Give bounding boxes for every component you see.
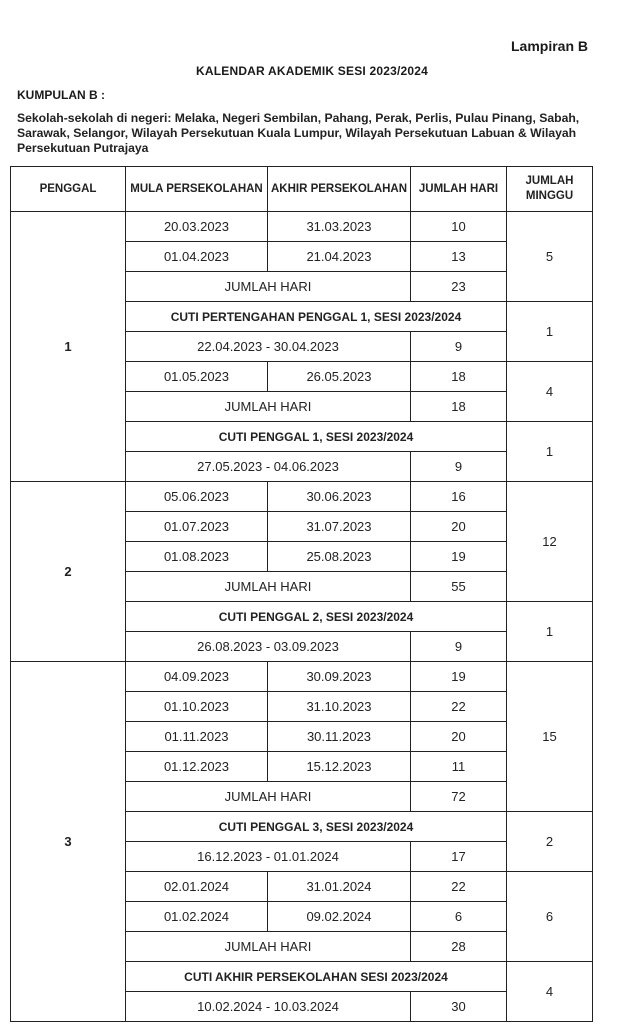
day-count: 10 xyxy=(411,212,507,242)
day-count: 16 xyxy=(411,482,507,512)
week-count: 6 xyxy=(507,872,593,962)
start-date: 05.06.2023 xyxy=(126,482,268,512)
start-date: 02.01.2024 xyxy=(126,872,268,902)
table-row xyxy=(11,482,593,512)
day-count: 30 xyxy=(411,992,507,1022)
week-count: 4 xyxy=(507,962,593,1022)
header-penggal: PENGGAL xyxy=(11,167,126,212)
term-number: 1 xyxy=(11,212,126,482)
end-date: 31.01.2024 xyxy=(268,872,411,902)
end-date: 15.12.2023 xyxy=(268,752,411,782)
start-date: 01.10.2023 xyxy=(126,692,268,722)
holiday-range: 16.12.2023 - 01.01.2024 xyxy=(126,842,411,872)
holiday-title: CUTI AKHIR PERSEKOLAHAN SESI 2023/2024 xyxy=(126,962,507,992)
week-count: 1 xyxy=(507,602,593,662)
states-description: Sekolah-sekolah di negeri: Melaka, Negeri Sembilan, Pahang, Perak, Perlis, Pulau Pinang, Sabah, Sarawak, Selangor, Wilayah Persekutuan Kuala Lumpur, Wilayah Persekutuan Labuan & Wilayah Persekutuan Putrajaya xyxy=(17,111,580,155)
holiday-range: 22.04.2023 - 30.04.2023 xyxy=(126,332,411,362)
week-count: 15 xyxy=(507,662,593,812)
week-count: 2 xyxy=(507,812,593,872)
start-date: 04.09.2023 xyxy=(126,662,268,692)
holiday-range: 27.05.2023 - 04.06.2023 xyxy=(126,452,411,482)
header-mula: MULA PERSEKOLAHAN xyxy=(126,167,268,212)
day-count: 13 xyxy=(411,242,507,272)
day-count: 9 xyxy=(411,452,507,482)
end-date: 09.02.2024 xyxy=(268,902,411,932)
holiday-range: 26.08.2023 - 03.09.2023 xyxy=(126,632,411,662)
end-date: 25.08.2023 xyxy=(268,542,411,572)
day-count: 11 xyxy=(411,752,507,782)
start-date: 01.11.2023 xyxy=(126,722,268,752)
total-days: 72 xyxy=(411,782,507,812)
header-jumlah-hari: JUMLAH HARI xyxy=(411,167,507,212)
start-date: 01.04.2023 xyxy=(126,242,268,272)
day-count: 9 xyxy=(411,332,507,362)
total-days: 23 xyxy=(411,272,507,302)
holiday-title: CUTI PENGGAL 2, SESI 2023/2024 xyxy=(126,602,507,632)
total-label: JUMLAH HARI xyxy=(126,782,411,812)
week-count: 12 xyxy=(507,482,593,602)
total-label: JUMLAH HARI xyxy=(126,932,411,962)
group-label: KUMPULAN B : xyxy=(17,88,105,102)
week-count: 1 xyxy=(507,422,593,482)
start-date: 01.05.2023 xyxy=(126,362,268,392)
total-days: 28 xyxy=(411,932,507,962)
term-number: 2 xyxy=(11,482,126,662)
header-akhir: AKHIR PERSEKOLAHAN xyxy=(268,167,411,212)
holiday-title: CUTI PERTENGAHAN PENGGAL 1, SESI 2023/2024 xyxy=(126,302,507,332)
term-number: 3 xyxy=(11,662,126,1022)
end-date: 30.06.2023 xyxy=(268,482,411,512)
day-count: 6 xyxy=(411,902,507,932)
start-date: 01.08.2023 xyxy=(126,542,268,572)
start-date: 20.03.2023 xyxy=(126,212,268,242)
day-count: 20 xyxy=(411,722,507,752)
total-label: JUMLAH HARI xyxy=(126,572,411,602)
page-title: KALENDAR AKADEMIK SESI 2023/2024 xyxy=(195,64,429,78)
academic-calendar-table xyxy=(10,166,593,1022)
holiday-range: 10.02.2024 - 10.03.2024 xyxy=(126,992,411,1022)
table-row xyxy=(11,662,593,692)
day-count: 20 xyxy=(411,512,507,542)
end-date: 30.09.2023 xyxy=(268,662,411,692)
week-count: 4 xyxy=(507,362,593,422)
end-date: 31.10.2023 xyxy=(268,692,411,722)
end-date: 26.05.2023 xyxy=(268,362,411,392)
start-date: 01.02.2024 xyxy=(126,902,268,932)
total-label: JUMLAH HARI xyxy=(126,272,411,302)
end-date: 21.04.2023 xyxy=(268,242,411,272)
total-days: 55 xyxy=(411,572,507,602)
holiday-title: CUTI PENGGAL 3, SESI 2023/2024 xyxy=(126,812,507,842)
table-row xyxy=(11,212,593,242)
week-count: 5 xyxy=(507,212,593,302)
day-count: 18 xyxy=(411,362,507,392)
header-row xyxy=(11,167,593,212)
day-count: 9 xyxy=(411,632,507,662)
total-label: JUMLAH HARI xyxy=(126,392,411,422)
total-days: 18 xyxy=(411,392,507,422)
end-date: 31.07.2023 xyxy=(268,512,411,542)
appendix-label: Lampiran B xyxy=(510,38,588,54)
day-count: 19 xyxy=(411,542,507,572)
day-count: 17 xyxy=(411,842,507,872)
end-date: 30.11.2023 xyxy=(268,722,411,752)
start-date: 01.07.2023 xyxy=(126,512,268,542)
end-date: 31.03.2023 xyxy=(268,212,411,242)
header-jumlah-minggu: JUMLAH MINGGU xyxy=(507,167,593,212)
day-count: 19 xyxy=(411,662,507,692)
week-count: 1 xyxy=(507,302,593,362)
day-count: 22 xyxy=(411,692,507,722)
day-count: 22 xyxy=(411,872,507,902)
holiday-title: CUTI PENGGAL 1, SESI 2023/2024 xyxy=(126,422,507,452)
start-date: 01.12.2023 xyxy=(126,752,268,782)
